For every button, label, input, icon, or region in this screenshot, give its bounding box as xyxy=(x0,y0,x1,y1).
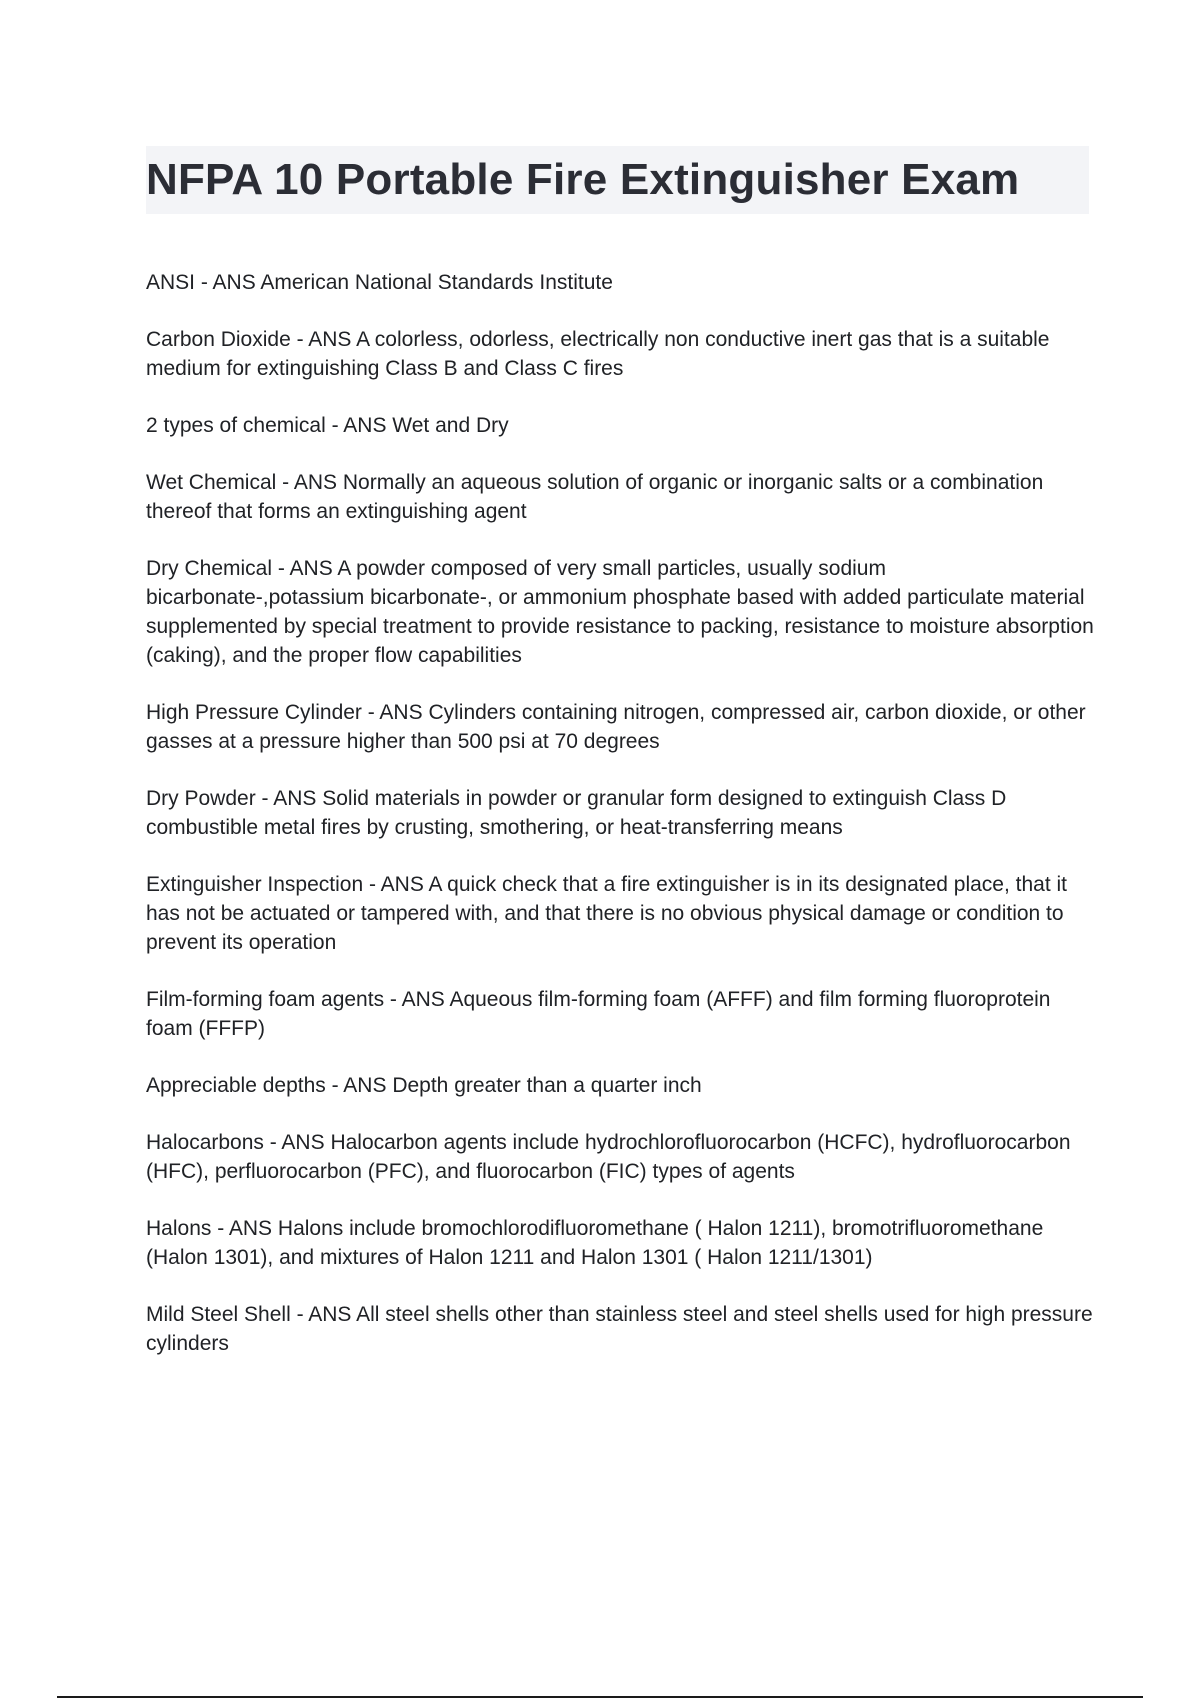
entry-term: Wet Chemical xyxy=(146,471,277,494)
entry-answer: A colorless, odorless, electrically non conductive inert gas that is a suitable medium for extinguishing Class B and Class C fires xyxy=(146,328,1050,380)
entry-answer: Halocarbon agents include hydrochlorofluorocarbon (HCFC), hydrofluorocarbon (HFC), perfluorocarbon (PFC), and fluorocarbon (FIC) types of agents xyxy=(146,1131,1071,1183)
entry-answer: Aqueous film-forming foam (AFFF) and film forming fluoroprotein foam (FFFP) xyxy=(146,988,1051,1040)
entry-term: Halons xyxy=(146,1217,212,1240)
footer-divider xyxy=(57,1696,1143,1698)
entry-answer: All steel shells other than stainless steel and steel shells used for high pressure cylinders xyxy=(146,1303,1093,1355)
entry-term: Mild Steel Shell xyxy=(146,1303,291,1326)
entry-separator: - ANS xyxy=(276,471,343,494)
list-item xyxy=(146,411,1094,440)
entry-term: Dry Powder xyxy=(146,787,256,810)
entry-separator: - ANS xyxy=(363,873,429,896)
entry-answer: Wet and Dry xyxy=(392,414,509,437)
entry-separator: - ANS xyxy=(325,414,393,437)
list-item xyxy=(146,1214,1094,1272)
entry-separator: - ANS xyxy=(263,1131,331,1154)
entry-term: High Pressure Cylinder xyxy=(146,701,362,724)
entry-answer: Solid materials in powder or granular form designed to extinguish Class D combustible metal fires by crusting, smothering, or heat-transferring means xyxy=(146,787,1007,839)
list-item xyxy=(146,1071,1094,1100)
title-banner xyxy=(146,146,1089,214)
list-item xyxy=(146,784,1094,842)
list-item xyxy=(146,698,1094,756)
list-item xyxy=(146,554,1094,670)
entry-answer: A quick check that a fire extinguisher is in its designated place, that it has not be actuated or tampered with, and that there is no obvious physical damage or condition to prevent its operation xyxy=(146,873,1068,954)
entry-separator: - ANS xyxy=(195,271,261,294)
entry-term: Appreciable depths xyxy=(146,1074,326,1097)
flashcard-list xyxy=(146,268,1094,1386)
entry-separator: - ANS xyxy=(361,701,429,724)
entry-answer: A powder composed of very small particles, usually sodium bicarbonate-,potassium bicarbonate-, or ammonium phosphate based with added particulate material supplemented by special treatment to provide resistance to packing, resistance to moisture absorption (caking), and the proper flow capabilities xyxy=(146,557,1094,667)
entry-answer: American National Standards Institute xyxy=(260,271,613,294)
entry-separator: - ANS xyxy=(290,1303,357,1326)
entry-separator: - ANS xyxy=(325,1074,393,1097)
entry-separator: - ANS xyxy=(272,557,338,580)
entry-term: 2 types of chemical xyxy=(146,414,326,437)
entry-separator: - ANS xyxy=(290,328,357,351)
entry-answer: Depth greater than a quarter inch xyxy=(392,1074,702,1097)
entry-term: Extinguisher Inspection xyxy=(146,873,364,896)
list-item xyxy=(146,468,1094,526)
entry-separator: - ANS xyxy=(384,988,450,1011)
entry-separator: - ANS xyxy=(255,787,323,810)
entry-term: Film-forming foam agents xyxy=(146,988,385,1011)
list-item xyxy=(146,268,1094,297)
entry-answer: Halons include bromochlorodifluoromethane ( Halon 1211), bromotrifluoromethane (Halon 1301), and mixtures of Halon 1211 and Halon 1301 ( Halon 1211/1301) xyxy=(146,1217,1044,1269)
entry-term: Dry Chemical xyxy=(146,557,273,580)
entry-term: Carbon Dioxide xyxy=(146,328,291,351)
list-item xyxy=(146,870,1094,957)
list-item xyxy=(146,985,1094,1043)
entry-term: ANSI xyxy=(146,271,196,294)
entry-separator: - ANS xyxy=(211,1217,278,1240)
list-item xyxy=(146,1300,1094,1358)
list-item xyxy=(146,1128,1094,1186)
list-item xyxy=(146,325,1094,383)
entry-answer: Cylinders containing nitrogen, compressed air, carbon dioxide, or other gasses at a pressure higher than 500 psi at 70 degrees xyxy=(146,701,1086,753)
entry-answer: Normally an aqueous solution of organic or inorganic salts or a combination thereof that forms an extinguishing agent xyxy=(146,471,1044,523)
page-title: NFPA 10 Portable Fire Extinguisher Exam xyxy=(146,155,1020,204)
entry-term: Halocarbons xyxy=(146,1131,264,1154)
